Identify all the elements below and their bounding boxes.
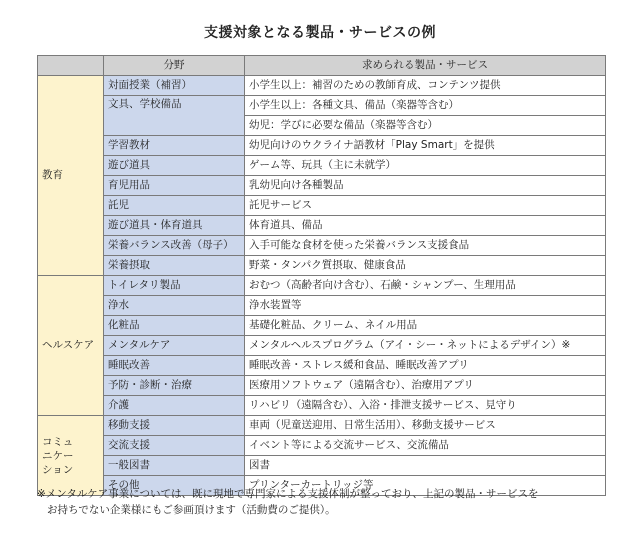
category-label-line: ション xyxy=(42,463,74,476)
service-cell: ゲーム等、玩具（主に未就学） xyxy=(245,156,606,176)
field-cell: 介護 xyxy=(104,396,245,416)
table-row xyxy=(38,96,606,116)
table-row xyxy=(38,356,606,376)
field-cell: その他 xyxy=(104,476,245,496)
field-cell: 文具、学校備品 xyxy=(104,96,245,136)
field-cell: トイレタリ製品 xyxy=(104,276,245,296)
table-header-row xyxy=(38,56,606,76)
service-cell: 幼児向けのウクライナ語教材「Play Smart」を提供 xyxy=(245,136,606,156)
footnote xyxy=(37,486,617,518)
field-cell: 遊び道具・体育道具 xyxy=(104,216,245,236)
field-cell: 交流支援 xyxy=(104,436,245,456)
service-cell: 車両（児童送迎用、日常生活用）、移動支援サービス xyxy=(245,416,606,436)
field-cell: 栄養バランス改善（母子） xyxy=(104,236,245,256)
table-row xyxy=(38,196,606,216)
table-row xyxy=(38,256,606,276)
header-category xyxy=(38,56,104,76)
field-cell: 睡眠改善 xyxy=(104,356,245,376)
table-row xyxy=(38,136,606,156)
table-row xyxy=(38,416,606,436)
table-body xyxy=(38,76,606,496)
service-cell: プリンターカートリッジ等 xyxy=(245,476,606,496)
table-row xyxy=(38,176,606,196)
field-cell: 学習教材 xyxy=(104,136,245,156)
field-cell: 対面授業（補習） xyxy=(104,76,245,96)
category-cell: ヘルスケア xyxy=(38,276,104,416)
table-row xyxy=(38,276,606,296)
service-cell: 入手可能な食材を使った栄養バランス支援食品 xyxy=(245,236,606,256)
service-cell: メンタルヘルスプログラム（アイ・シー・ネットによるデザイン）※ xyxy=(245,336,606,356)
service-cell: 乳幼児向け各種製品 xyxy=(245,176,606,196)
service-cell: リハビリ（遠隔含む）、入浴・排泄支援サービス、見守り xyxy=(245,396,606,416)
table-row xyxy=(38,316,606,336)
table-row xyxy=(38,436,606,456)
table-row xyxy=(38,396,606,416)
field-cell: 浄水 xyxy=(104,296,245,316)
table-row xyxy=(38,216,606,236)
footnote-line-1: ※メンタルケア事業については、既に現地で専門家による支援体制が整っており、上記の製品・サービスを xyxy=(37,488,539,500)
table-row xyxy=(38,456,606,476)
header-service: 求められる製品・サービス xyxy=(245,56,606,76)
field-cell: 遊び道具 xyxy=(104,156,245,176)
field-cell: 栄養摂取 xyxy=(104,256,245,276)
field-cell: 化粧品 xyxy=(104,316,245,336)
support-products-table xyxy=(37,55,606,496)
field-cell: 育児用品 xyxy=(104,176,245,196)
service-cell: イベント等による交流サービス、交流備品 xyxy=(245,436,606,456)
category-label-line: コミュ xyxy=(42,435,74,448)
service-cell: 浄水装置等 xyxy=(245,296,606,316)
header-field: 分野 xyxy=(104,56,245,76)
table-row xyxy=(38,336,606,356)
service-cell: 睡眠改善・ストレス緩和食品、睡眠改善アプリ xyxy=(245,356,606,376)
page-title: 支援対象となる製品・サービスの例 xyxy=(204,25,436,41)
field-cell: 一般図書 xyxy=(104,456,245,476)
service-cell: 図書 xyxy=(245,456,606,476)
table-row xyxy=(38,156,606,176)
field-cell: 移動支援 xyxy=(104,416,245,436)
service-cell: 幼児：学びに必要な備品（楽器等含む） xyxy=(245,116,606,136)
service-cell: 小学生以上：補習のための教師育成、コンテンツ提供 xyxy=(245,76,606,96)
service-cell: 医療用ソフトウェア（遠隔含む）、治療用アプリ xyxy=(245,376,606,396)
category-label-line: ニケー xyxy=(42,449,74,462)
table-row xyxy=(38,296,606,316)
service-cell: 小学生以上：各種文具、備品（楽器等含む） xyxy=(245,96,606,116)
category-cell xyxy=(38,416,104,496)
field-cell: メンタルケア xyxy=(104,336,245,356)
field-cell: 予防・診断・治療 xyxy=(104,376,245,396)
category-cell: 教育 xyxy=(38,76,104,276)
field-cell: 託児 xyxy=(104,196,245,216)
footnote-line-2: お持ちでない企業様にもご参画頂けます（活動費のご提供）。 xyxy=(47,504,336,516)
service-cell: おむつ（高齢者向け含む）、石鹸・シャンプー、生理用品 xyxy=(245,276,606,296)
service-cell: 託児サービス xyxy=(245,196,606,216)
table-row xyxy=(38,76,606,96)
service-cell: 基礎化粧品、クリーム、ネイル用品 xyxy=(245,316,606,336)
service-cell: 野菜・タンパク質摂取、健康食品 xyxy=(245,256,606,276)
table-row xyxy=(38,236,606,256)
service-cell: 体育道具、備品 xyxy=(245,216,606,236)
table-row xyxy=(38,376,606,396)
